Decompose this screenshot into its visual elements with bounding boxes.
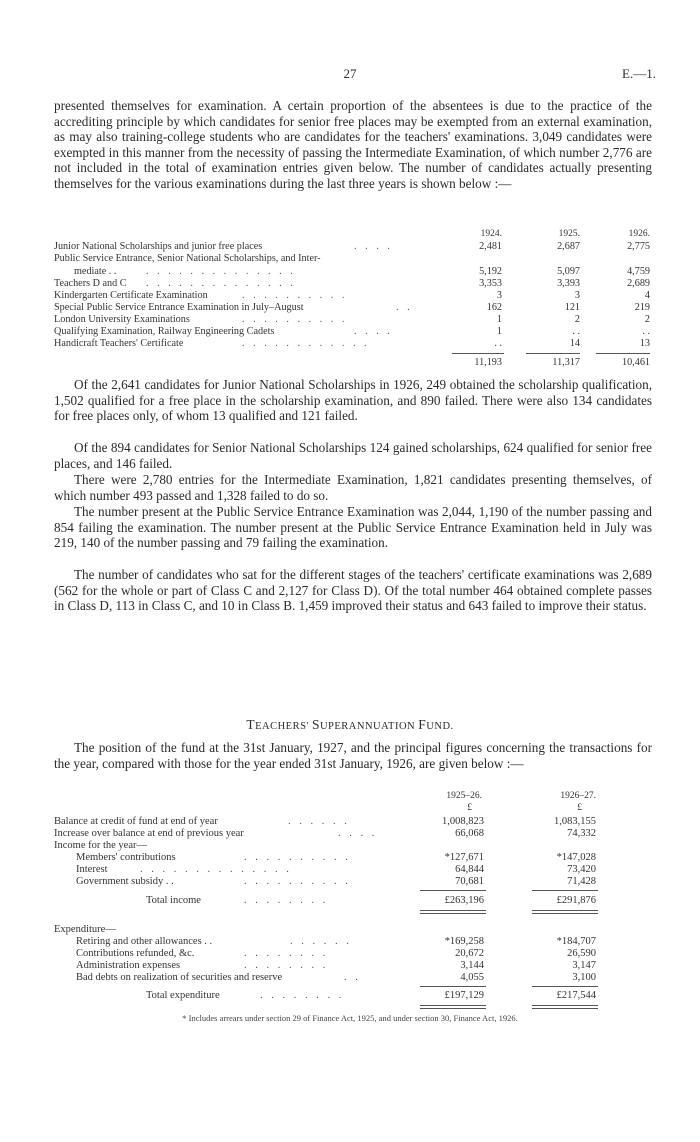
leader-dots: . . . . . . . . bbox=[244, 948, 329, 959]
row-label: Total income bbox=[146, 895, 201, 906]
cell-1925: 3 bbox=[574, 290, 580, 301]
table-row bbox=[54, 302, 654, 314]
subtotal-rule bbox=[532, 986, 598, 987]
exam-entries-table bbox=[54, 229, 654, 369]
table-row bbox=[54, 852, 654, 864]
cell-1926-27: 1,083,155 bbox=[554, 816, 596, 827]
cell-1925-26: 70,681 bbox=[455, 876, 484, 887]
cell-1924: 1 bbox=[496, 314, 502, 325]
cell-1926: 4 bbox=[644, 290, 650, 301]
table-row bbox=[54, 253, 654, 265]
table-row bbox=[54, 936, 654, 948]
totals-row bbox=[54, 357, 654, 369]
double-rule bbox=[532, 913, 598, 914]
cell-1925: 2 bbox=[574, 314, 580, 325]
row-label: Total expenditure bbox=[146, 990, 220, 1001]
leader-dots: . . . . . . . . bbox=[260, 990, 345, 1001]
row-label: Public Service Entrance, Senior National Scholarships, and Inter- bbox=[54, 253, 321, 264]
double-rule bbox=[532, 910, 598, 911]
cell-1924: 3 bbox=[496, 290, 502, 301]
table-row bbox=[54, 924, 654, 936]
row-label: Government subsidy . . bbox=[76, 876, 174, 887]
double-rule bbox=[532, 1008, 598, 1009]
cell-1924: . . bbox=[494, 338, 502, 349]
total-1924: 11,193 bbox=[474, 357, 502, 368]
table-row bbox=[54, 326, 654, 338]
col-header-1924: 1924. bbox=[480, 229, 502, 239]
cell-1926: 2,775 bbox=[627, 241, 650, 252]
cell-1925-26: *169,258 bbox=[444, 936, 484, 947]
total-income-1926-27: £291,876 bbox=[556, 895, 596, 906]
table-row bbox=[54, 278, 654, 290]
row-label: Handicraft Teachers' Certificate bbox=[54, 338, 184, 349]
cell-1924: 1 bbox=[496, 326, 502, 337]
row-label: Expenditure— bbox=[54, 924, 116, 935]
cell-1925: 5,097 bbox=[557, 266, 580, 277]
row-label: Kindergarten Certificate Examination bbox=[54, 290, 208, 301]
cell-1926: 4,759 bbox=[627, 266, 650, 277]
total-expenditure-row bbox=[54, 990, 654, 1002]
table-row bbox=[54, 266, 654, 278]
row-label: Administration expenses bbox=[76, 960, 181, 971]
cell-1926-27: 74,332 bbox=[567, 828, 596, 839]
leader-dots: . . . . . . bbox=[290, 936, 352, 947]
cell-1924: 3,353 bbox=[479, 278, 502, 289]
leader-dots: . . . . . . . . . . bbox=[242, 290, 348, 301]
cell-1926: 219 bbox=[634, 302, 650, 313]
row-label: Teachers D and C bbox=[54, 278, 127, 289]
table-row bbox=[54, 972, 654, 984]
cell-1925: . . bbox=[572, 326, 580, 337]
cell-1925-26: 66,068 bbox=[455, 828, 484, 839]
leader-dots: . . . . . . . . . . bbox=[242, 314, 348, 325]
footnote: * Includes arrears under section 29 of Finance Act, 1925, and under section 30, Finance Act, 1926. bbox=[182, 1013, 518, 1023]
subtotal-rule bbox=[420, 986, 486, 987]
col-header-1926: 1926. bbox=[628, 229, 650, 239]
cell-1926: 2 bbox=[644, 314, 650, 325]
cell-1925: 3,393 bbox=[557, 278, 580, 289]
double-rule bbox=[420, 913, 486, 914]
total-rule bbox=[596, 353, 650, 354]
total-1925: 11,317 bbox=[552, 357, 580, 368]
cell-1925-26: 1,008,823 bbox=[442, 816, 484, 827]
leader-dots: . . . . . . . . . . . . bbox=[242, 338, 370, 349]
document-reference: E.—1. bbox=[622, 66, 656, 81]
row-label: Balance at credit of fund at end of year bbox=[54, 816, 218, 827]
leader-dots: . . . . . . . . . . . . . . bbox=[146, 266, 296, 277]
cell-1925: 14 bbox=[569, 338, 580, 349]
leader-dots: . . . . . . . . . . bbox=[244, 876, 351, 887]
cell-1926-27: *147,028 bbox=[556, 852, 596, 863]
double-rule bbox=[420, 1008, 486, 1009]
row-label: Members' contributions bbox=[76, 852, 176, 863]
col-header-1925: 1925. bbox=[558, 229, 580, 239]
cell-1926-27: 3,100 bbox=[572, 972, 596, 983]
row-label: Interest bbox=[76, 864, 108, 875]
total-income-row bbox=[54, 895, 654, 907]
row-label: mediate . . bbox=[74, 266, 117, 277]
cell-1924: 5,192 bbox=[479, 266, 502, 277]
section-title: TEACHERS' SUPERANNUATION FUND. bbox=[246, 717, 454, 732]
cell-1926-27: 73,420 bbox=[567, 864, 596, 875]
paragraph-fund-position: The position of the fund at the 31st January, 1927, and the principal figures concerning the transactions for the year, compared with those for the year ended 31st January, 1926, are given below :— bbox=[54, 740, 652, 771]
cell-1924: 162 bbox=[486, 302, 502, 313]
subtotal-rule bbox=[532, 890, 598, 891]
leader-dots: . . . . . . . . . . . . . . bbox=[146, 278, 296, 289]
row-label: Special Public Service Entrance Examination in July–August bbox=[54, 302, 304, 313]
double-rule bbox=[532, 1005, 598, 1006]
paragraph-intermediate: There were 2,780 entries for the Intermediate Examination, 1,821 candidates presenting themselves, of which number 493 passed and 1,328 failed to do so. bbox=[54, 472, 652, 503]
leader-dots: . . . . . . . . . . . . . . bbox=[140, 864, 292, 875]
currency-symbol: £ bbox=[577, 803, 582, 813]
leader-dots: . . . . . . . . bbox=[244, 895, 329, 906]
leader-dots: . . . . . . . . bbox=[244, 960, 329, 971]
total-expenditure-1926-27: £217,544 bbox=[556, 990, 596, 1001]
row-label: Income for the year— bbox=[54, 840, 147, 851]
table-row bbox=[54, 840, 654, 852]
table-row bbox=[54, 960, 654, 972]
paragraph-intro: presented themselves for examination. A certain proportion of the absentees is due to the practice of the accrediting principle by which candidates for senior free places may be exempted from an external examination, as may also training-college students who are candidates for the teachers' examinations. 3,049 candidates were exempted in this manner from the necessity of passing the Intermediate Examination, of which number 2,776 are not included in the total of examination entries given below. The number of candidates actually presenting themselves for the various examinations during the last three years is shown below :— bbox=[54, 98, 652, 191]
leader-dots: . . . . . . bbox=[288, 816, 350, 827]
leader-dots: . . . . . . . . . . bbox=[244, 852, 351, 863]
row-label: Bad debts on realization of securities and reserve bbox=[76, 972, 283, 983]
row-label: Retiring and other allowances . . bbox=[76, 936, 213, 947]
cell-1925-26: 20,672 bbox=[455, 948, 484, 959]
cell-1925-26: 4,055 bbox=[460, 972, 484, 983]
table-row bbox=[54, 816, 654, 828]
col-header-1926-27: 1926–27. bbox=[560, 791, 596, 801]
row-label: London University Examinations bbox=[54, 314, 190, 325]
leader-dots: . . . . bbox=[354, 241, 393, 252]
leader-dots: . . bbox=[344, 972, 361, 983]
fund-table bbox=[54, 791, 654, 1001]
table-row bbox=[54, 241, 654, 253]
subtotal-rule bbox=[420, 890, 486, 891]
leader-dots: . . . . bbox=[354, 326, 393, 337]
total-rule bbox=[452, 353, 504, 354]
paragraph-junior-scholarships: Of the 2,641 candidates for Junior National Scholarships in 1926, 249 obtained the scholarship qualification, 1,502 qualified for a free place in the scholarship examination, and 890 failed. There were also 134 candidates for free places only, of whom 13 qualified and 121 failed. bbox=[54, 377, 652, 424]
paragraph-public-service: The number present at the Public Service Entrance Examination was 2,044, 1,190 of the number passing and 854 failing the examination. The number present at the Public Service Entrance Examination held in July was 219, 140 of the number passing and 79 failing the examination. bbox=[54, 504, 652, 551]
double-rule bbox=[420, 910, 486, 911]
table-row bbox=[54, 948, 654, 960]
cell-1925-26: *127,671 bbox=[444, 852, 484, 863]
table-row bbox=[54, 876, 654, 888]
double-rule bbox=[420, 1005, 486, 1006]
total-expenditure-1925-26: £197,129 bbox=[444, 990, 484, 1001]
row-label: Junior National Scholarships and junior free places bbox=[54, 241, 263, 252]
cell-1926: 13 bbox=[639, 338, 650, 349]
paragraph-teachers-certificate: The number of candidates who sat for the different stages of the teachers' certificate examinations was 2,689 (562 for the whole or part of Class C and 2,127 for Class D). Of the total number 464 obtained complete passes in Class D, 113 in Class C, and 10 in Class B. 1,459 improved their status and 643 failed to improve their status. bbox=[54, 567, 652, 614]
cell-1924: 2,481 bbox=[479, 241, 502, 252]
cell-1925: 121 bbox=[564, 302, 580, 313]
paragraph-senior-scholarships: Of the 894 candidates for Senior National Scholarships 124 gained scholarships, 624 qualified for senior free places, and 146 failed. bbox=[54, 440, 652, 471]
row-label: Qualifying Examination, Railway Engineering Cadets bbox=[54, 326, 275, 337]
cell-1925-26: 64,844 bbox=[455, 864, 484, 875]
cell-1926-27: *184,707 bbox=[556, 936, 596, 947]
cell-1926: . . bbox=[642, 326, 650, 337]
leader-dots: . . bbox=[396, 302, 413, 313]
table-row bbox=[54, 828, 654, 840]
currency-symbol: £ bbox=[467, 803, 472, 813]
leader-dots: . . . . bbox=[338, 828, 378, 839]
cell-1926-27: 26,590 bbox=[567, 948, 596, 959]
row-label: Increase over balance at end of previous year bbox=[54, 828, 244, 839]
page-number: 27 bbox=[343, 66, 357, 81]
cell-1925: 2,687 bbox=[557, 241, 580, 252]
cell-1926-27: 71,428 bbox=[567, 876, 596, 887]
total-income-1925-26: £263,196 bbox=[444, 895, 484, 906]
total-1926: 10,461 bbox=[621, 357, 650, 368]
col-header-1925-26: 1925–26. bbox=[446, 791, 482, 801]
cell-1925-26: 3,144 bbox=[460, 960, 484, 971]
cell-1926: 2,689 bbox=[627, 278, 650, 289]
total-rule bbox=[526, 353, 580, 354]
cell-1926-27: 3,147 bbox=[572, 960, 596, 971]
table-row bbox=[54, 290, 654, 302]
row-label: Contributions refunded, &c. bbox=[76, 948, 195, 959]
table-row bbox=[54, 338, 654, 350]
table-row bbox=[54, 864, 654, 876]
table-row bbox=[54, 314, 654, 326]
